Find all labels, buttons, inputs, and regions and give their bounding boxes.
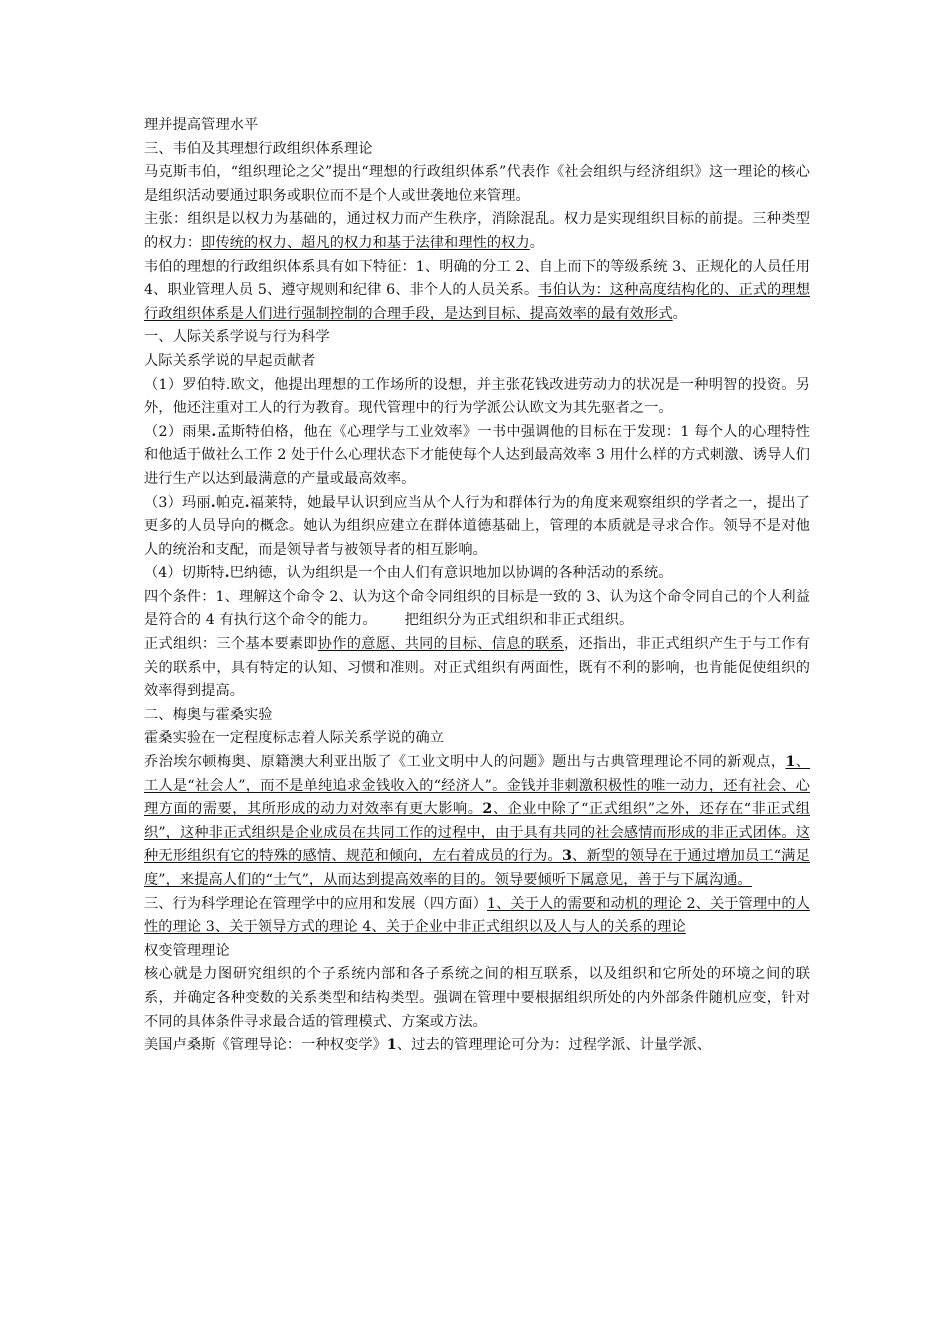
paragraph-p18 [144, 940, 810, 964]
paragraph-p03 [144, 161, 810, 208]
text-run: 四个条件：1、理解这个命令 2、认为这个命令同组织的目标是一致的 3、认为这个命令同自己的个人利益是符合的 4 有执行这个命令的能力。 [144, 588, 810, 629]
paragraph-p06 [144, 326, 810, 350]
text-run: 。 [529, 234, 545, 251]
text-run: 1 [386, 1037, 397, 1054]
text-run: 二、梅奥与霍桑实验 [144, 706, 273, 723]
text-run: 核心就是力图研究组织的个子系统内部和各子系统之间的相互联系，以及组织和它所处的环境之间的联系，并确定各种变数的关系类型和结构类型。强调在管理中要根据组织所处的内外部条件随机应变，针对不同的具体条件寻求最合适的管理模式、方案或方法。 [144, 966, 810, 1030]
paragraph-p09 [144, 421, 810, 492]
text-run: （2）雨果 [144, 423, 212, 440]
paragraph-p13 [144, 633, 810, 704]
underlined-text: 即传统的权力、超凡的权力和基于法律和理性的权力 [201, 234, 530, 251]
text-run: （3）玛丽 [144, 494, 211, 511]
text-run: 。 [672, 305, 687, 322]
text-run: ，还指出，非正式组织产生于与工作有关的联系中，具有特定的认知、习惯和准则。对正式组织有两面性，既有不利的影响，也肯能促使组织的效率得到提高。 [144, 636, 811, 700]
text-run: 马克斯韦伯，“组织理论之父”提出“理想的行政组织体系”代表作《社会组织与经济组织》这一理论的核心是组织活动要通过职务或职位而不是个人或世袭地位来管理。 [144, 164, 810, 204]
text-run: 三、韦伯及其理想行政组织体系理论 [144, 140, 373, 157]
paragraph-p11 [144, 562, 810, 586]
text-run: 乔治埃尔顿梅奥、原籍澳大利亚出版了《工业文明中人的问题》题出与古典管理理论不同的新观点， [144, 754, 786, 771]
underlined-text: 韦伯认为：这种高度结构化的、正式的理想行政组织体系是人们进行强制控制的合理手段，是达到目标、提高效率的最有效形式 [144, 282, 810, 322]
text-run: （4）切斯特 [144, 565, 225, 582]
text-run: 韦伯的理想的行政组织体系具有如下特征：1、明确的分工 2、自上而下的等级系统 3、正规化的人员任用 4、职业管理人员 5、遵守规则和纪律 6、非个人的人员关系。 [144, 258, 810, 299]
text-run: 巴纳德，认为组织是一个由人们有意识地加以协调的各种活动的系统。 [229, 565, 673, 582]
underlined-text: 2 [482, 801, 493, 818]
text-run: 、过去的管理理论可分为：过程学派、计量学派、 [396, 1037, 712, 1054]
text-run: 帕克 [215, 494, 245, 511]
underlined-text: 1、关于人的需要和动机的理论 2、关于管理中的人性的理论 3、关于领导方式的理论 4、关于企业中非正式组织以及人与人的关系的理论 [144, 895, 810, 936]
text-run: . [210, 494, 216, 511]
text-run: 人际关系学说的早起贡献者 [144, 352, 316, 369]
paragraph-p12 [144, 586, 810, 633]
text-run: . [224, 565, 230, 582]
underlined-text: 、企业中除了“正式组织”之外，还存在“非正式组织”，这种非正式组织是企业成员在共同工作的过程中，由于具有共同的社会感情而形成的非正式团体。这种无形组织有它的特殊的感情、规范和倾向，左右着成员的行为。 [144, 801, 810, 865]
paragraph-p17 [144, 893, 810, 940]
text-run: 理并提高管理水平 [144, 117, 259, 133]
underlined-text: 协作的意愿、共同的目标、信息的联系 [317, 636, 564, 653]
paragraph-p20 [144, 1034, 810, 1058]
text-run: 三、行为科学理论在管理学中的应用和发展（四方面） [144, 895, 487, 912]
paragraph-p10 [144, 492, 810, 563]
underlined-text: 、新型的领导在于通过增加员工“满足度”，来提高人们的“士气”，从而达到提高效率的目的。领导要倾听下属意见，善于与下属沟通。 [144, 848, 810, 888]
underlined-text: 、工人是“社会人”，而不是单纯追求金钱收入的“经济人”。金钱并非刺激积极性的唯一动力，还有社会、心理方面的需要，其所形成的动力对效率有更大影响。 [144, 754, 811, 818]
text-run: . [244, 494, 250, 511]
paragraph-p15 [144, 727, 810, 751]
document-page [144, 114, 810, 1058]
paragraph-p04 [144, 208, 810, 255]
paragraph-p05 [144, 256, 810, 327]
paragraph-p08 [144, 374, 810, 421]
underlined-text: 3 [561, 848, 572, 865]
text-run: 把组织分为正式组织和非正式组织。 [404, 612, 634, 629]
paragraph-p01 [144, 114, 810, 138]
paragraph-p02 [144, 138, 810, 162]
text-run: 福莱特，她最早认识到应当从个人行为和群体行为的角度来观察组织的学者之一，提出了更多的人员导向的概念。她认为组织应建立在群体道德基础上，管理的本质就是寻求合作。领导不是对他人的统治和支配，而是领导者与被领导者的相互影响。 [144, 494, 811, 558]
text-run: 权变管理理论 [144, 942, 230, 959]
text-run: 正式组织：三个基本要素即 [144, 636, 318, 653]
text-run: 霍桑实验在一定程度标志着人际关系学说的确立 [144, 730, 445, 747]
underlined-text: 1 [785, 754, 796, 771]
paragraph-p16 [144, 751, 810, 893]
text-run: 美国卢桑斯《管理导论：一种权变学》 [144, 1037, 387, 1054]
text-run: 一、人际关系学说与行为科学 [144, 329, 330, 346]
paragraph-p07 [144, 350, 810, 374]
paragraph-p19 [144, 963, 810, 1034]
text-run: . [211, 423, 217, 440]
paragraph-p14 [144, 704, 810, 728]
text-run: 主张：组织是以权力为基础的，通过权力而产生秩序，消除混乱。权力是实现组织目标的前提。三种类型的权力： [144, 211, 810, 251]
text-run: （1）罗伯特.欧文，他提出理想的工作场所的设想，并主张花钱改进劳动力的状况是一种明智的投资。另外，他还注重对工人的行为教育。现代管理中的行为学派公认欧文为其先驱者之一。 [144, 376, 810, 417]
text-run: 孟斯特伯格，他在《心理学与工业效率》一书中强调他的目标在于发现：1 每个人的心理特性和他适于做社么工作 2 处于什么心理状态下才能使每个人达到最高效率 3 用什么样的方式刺激、诱导人们进行生产以达到最满意的产量或最高效率。 [144, 423, 810, 487]
